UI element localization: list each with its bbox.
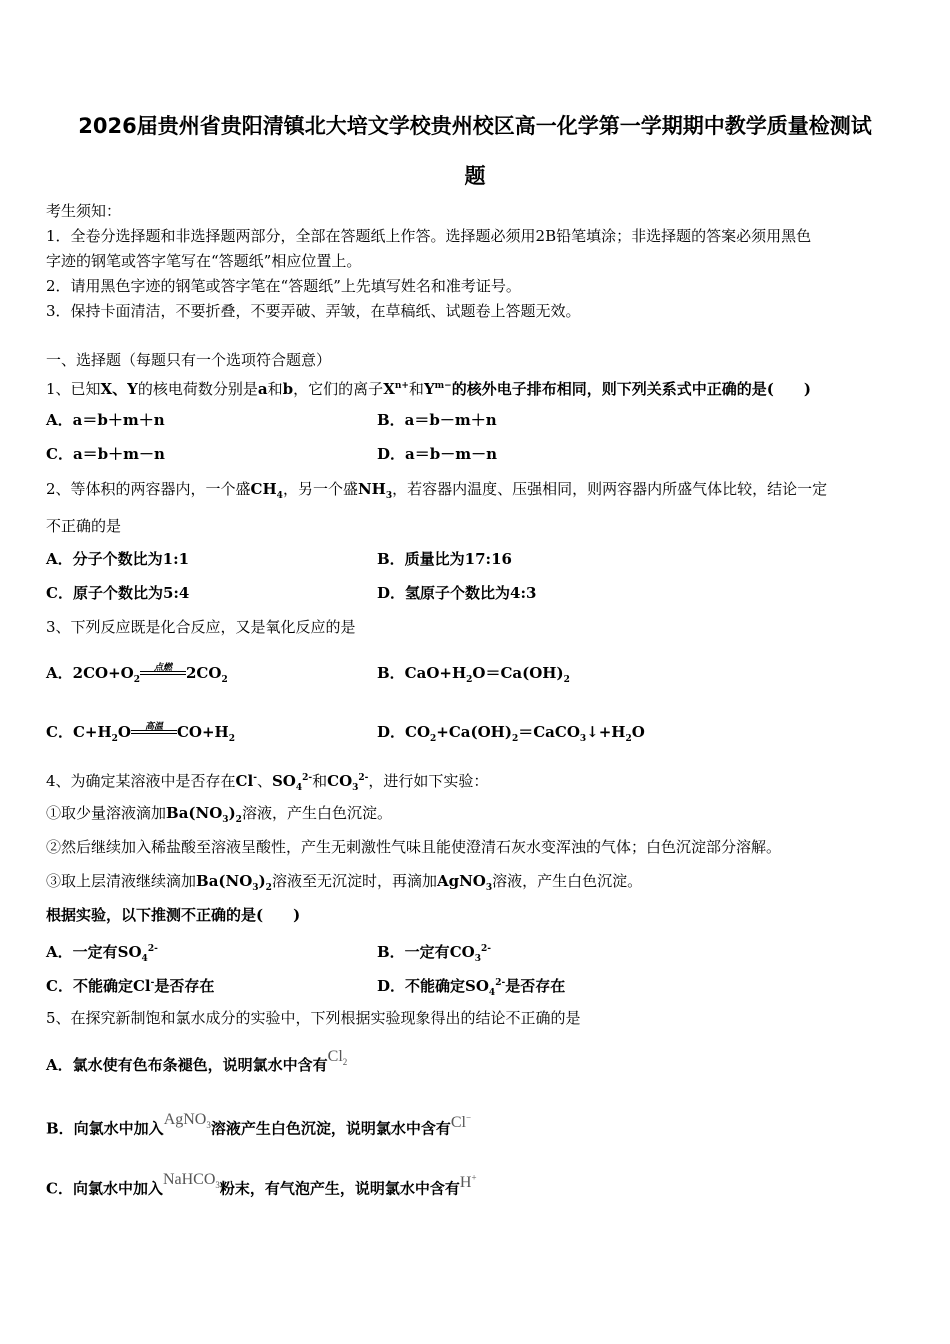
question-2-option-b: B．质量比为17:16	[377, 550, 512, 568]
question-5-option-a: A．氯水使有色布条褪色，说明氯水中含有$Cl_2$	[46, 1048, 348, 1074]
question-5-option-b: B．向氯水中加入AgNO$_3$溶液产生白色沉淀，说明氯水中含有Cl−	[46, 1111, 472, 1138]
question-3-option-b: B．$CaO+H_2O=Ca(OH)_2$	[377, 664, 570, 685]
question-3-option-a: A．$2CO+O_2$ 点燃 $2CO_2$	[46, 663, 228, 685]
question-1-stem: 1、已知X、Y的核电荷数分别是a和b，它们的离子$X^{n+}$和$Y^{m-}$的核外电子排布相同，则下列关系式中正确的是( )	[46, 380, 811, 398]
question-1-option-c: C．a＝b＋m－n	[46, 445, 165, 463]
question-3-stem: 3、下列反应既是化合反应，又是氧化反应的是	[46, 618, 356, 636]
page-title: 2026届贵州省贵阳清镇北大培文学校贵州校区高一化学第一学期期中教学质量检测试	[78, 114, 872, 138]
notice-item-1-cont: 字迹的钢笔或答字笔写在“答题纸”相应位置上。	[46, 252, 362, 270]
notice-item-3: 3．保持卡面清洁，不要折叠，不要弄破、弄皱，在草稿纸、试题卷上答题无效。	[46, 302, 581, 320]
notice-item-1: 1．全卷分选择题和非选择题两部分，全部在答题纸上作答。选择题必须用2B铅笔填涂；非选择题的答案必须用黑色	[46, 227, 812, 245]
question-4-option-b: B．一定有$CO_3^{2-}$	[377, 943, 491, 964]
notice-item-2: 2．请用黑色字迹的钢笔或答字笔在“答题纸”上先填写姓名和准考证号。	[46, 277, 521, 295]
question-3-option-c: C．$C+H_2O$ 高温 $CO+H_2$	[46, 722, 235, 744]
page-title-cont: 题	[464, 164, 486, 188]
question-4-option-c: C．不能确定Cl-是否存在	[46, 977, 215, 995]
reaction-condition-arrow: 点燃	[140, 663, 186, 685]
reaction-condition-arrow: 高温	[131, 722, 177, 744]
question-5-stem: 5、在探究新制饱和氯水成分的实验中，下列根据实验现象得出的结论不正确的是	[46, 1009, 581, 1027]
question-1-option-b: B．a＝b－m＋n	[377, 411, 497, 429]
question-4-step-2: ②然后继续加入稀盐酸至溶液呈酸性，产生无刺激性气味且能使澄清石灰水变浑浊的气体；白色沉淀部分溶解。	[46, 838, 782, 856]
question-1-option-d: D．a＝b－m－n	[377, 445, 497, 463]
question-2-stem-cont: 不正确的是	[46, 517, 122, 535]
question-4-option-a: A．一定有$SO_4^{2-}$	[46, 943, 158, 964]
question-2-option-d: D．氢原子个数比为4:3	[377, 584, 537, 602]
notice-heading: 考生须知：	[46, 202, 122, 220]
section-heading: 一、选择题（每题只有一个选项符合题意）	[46, 351, 332, 369]
question-4-step-3: ③取上层清液继续滴加$Ba(NO_3)_2$溶液至无沉淀时，再滴加AgNO$_3$溶液，产生白色沉淀。	[46, 872, 643, 893]
question-4-ask: 根据实验，以下推测不正确的是( )	[46, 906, 301, 924]
question-4-step-1: ①取少量溶液滴加$Ba(NO_3)_2$溶液，产生白色沉淀。	[46, 804, 392, 825]
question-2-stem: 2、等体积的两容器内，一个盛$CH_4$，另一个盛$NH_3$，若容器内温度、压强相同，则两容器内所盛气体比较，结论一定	[46, 480, 828, 501]
question-5-option-c: C．向氯水中加入NaHCO$_3$粉末，有气泡产生，说明氯水中含有H+	[46, 1171, 477, 1198]
question-3-option-d: D．$CO_2+Ca(OH)_2=CaCO_3↓+H_2O$	[377, 723, 645, 744]
question-4-option-d: D．不能确定$SO_4^{2-}$是否存在	[377, 977, 566, 998]
question-2-option-c: C．原子个数比为5:4	[46, 584, 190, 602]
question-4-stem: 4、为确定某溶液中是否存在Cl-、$SO_4^{2-}$和$CO_3^{2-}$，进行如下实验：	[46, 772, 489, 793]
question-2-option-a: A．分子个数比为1:1	[46, 550, 190, 568]
question-1-option-a: A．a＝b＋m＋n	[46, 411, 165, 429]
